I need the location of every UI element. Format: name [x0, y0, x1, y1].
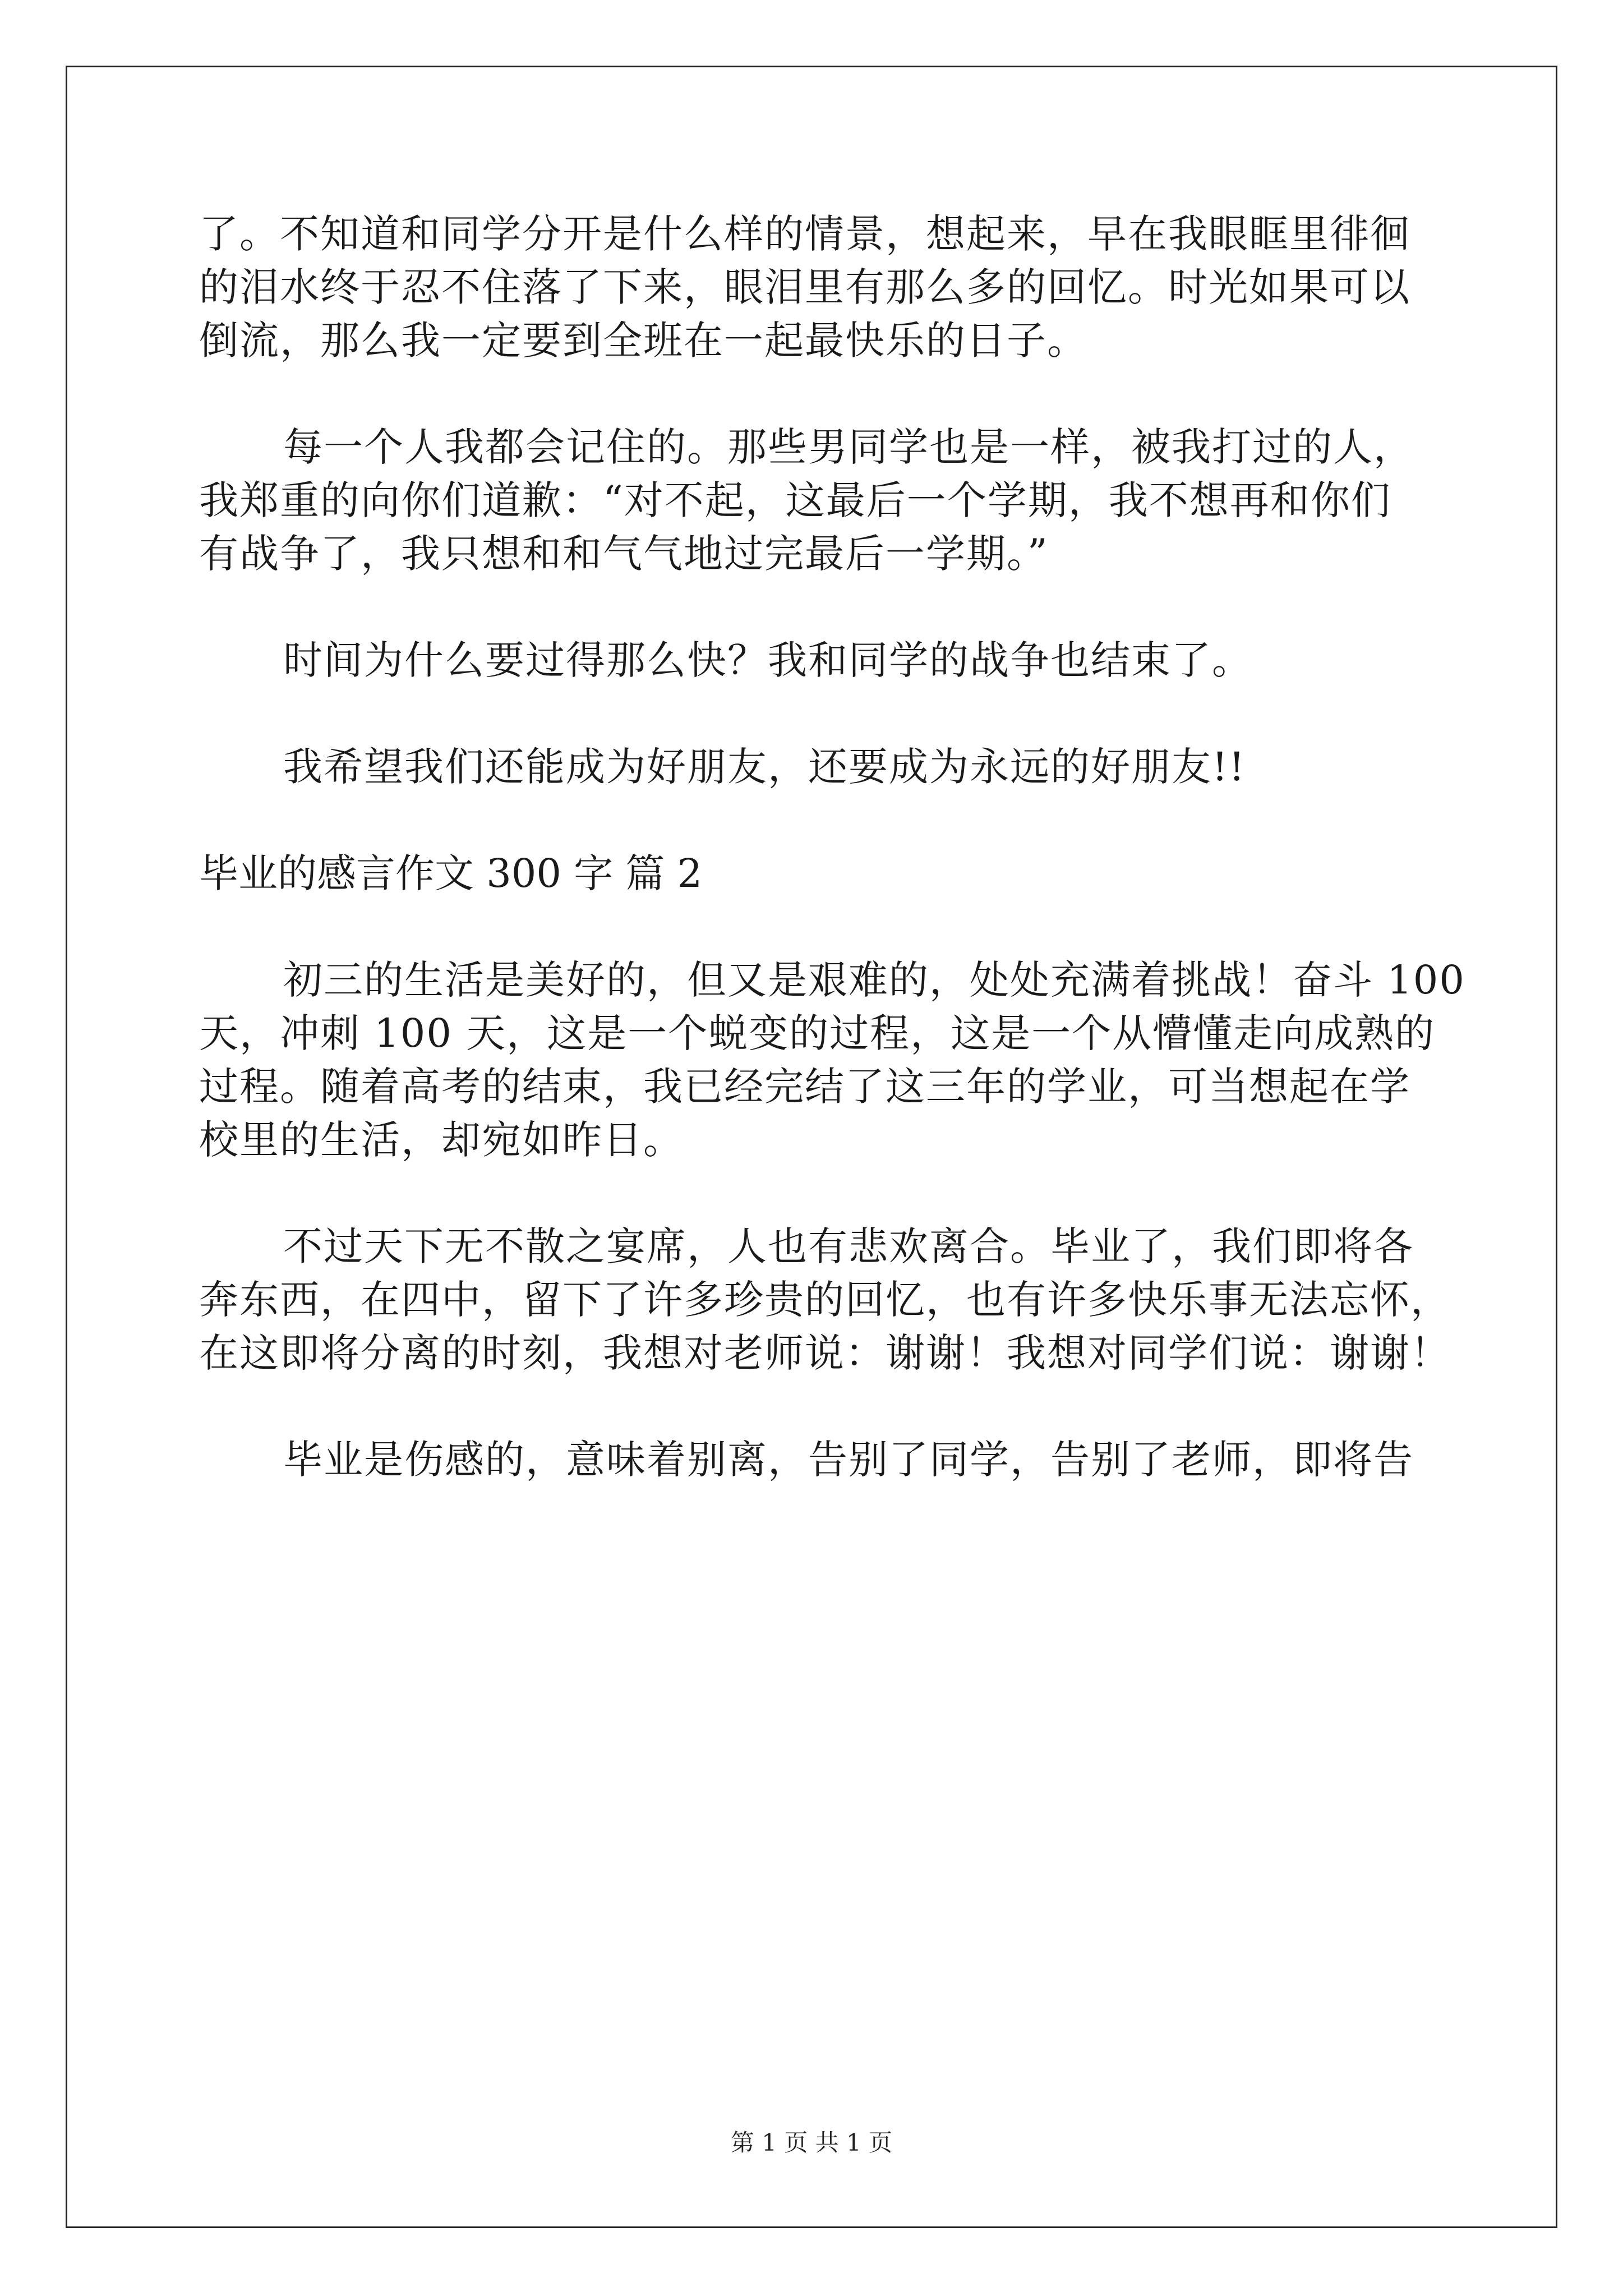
text-line: 的泪水终于忍不住落了下来，眼泪里有那么多的回忆。时光如果可以: [199, 264, 1410, 310]
text-line: 初三的生活是美好的，但又是艰难的，处处充满着挑战！奋斗 100: [283, 957, 1465, 1003]
document-body: [199, 208, 1465, 1487]
text-line: 校里的生活，却宛如昨日。: [199, 1117, 684, 1163]
text-line: 每一个人我都会记住的。那些男同学也是一样，被我打过的人，: [283, 424, 1414, 470]
text-line: 天，冲刺 100 天，这是一个蜕变的过程，这是一个从懵懂走向成熟的: [199, 1010, 1436, 1056]
page-footer: 第 1 页 共 1 页: [730, 2129, 893, 2156]
text-line: 了。不知道和同学分开是什么样的情景，想起来，早在我眼眶里徘徊: [199, 211, 1410, 257]
text-line: 不过天下无不散之宴席，人也有悲欢离合。毕业了，我们即将各: [283, 1223, 1414, 1269]
paragraph: [199, 208, 1455, 367]
text-line: 在这即将分离的时刻，我想对老师说：谢谢！我想对同学们说：谢谢！: [199, 1330, 1451, 1376]
text-line: 有战争了，我只想和和气气地过完最后一学期。”: [199, 531, 1049, 577]
paragraph: [199, 740, 1455, 794]
text-line: 奔东西，在四中，留下了许多珍贵的回忆，也有许多快乐事无法忘怀，: [199, 1277, 1451, 1323]
paragraph: [199, 1220, 1455, 1380]
text-line: 毕业是伤感的，意味着别离，告别了同学，告别了老师，即将告: [283, 1437, 1414, 1483]
section-heading: 毕业的感言作文 300 字 篇 2: [199, 850, 703, 896]
text-line: 我希望我们还能成为好朋友，还要成为永远的好朋友!!: [283, 744, 1246, 790]
paragraph: [199, 1433, 1455, 1487]
text-line: 我郑重的向你们道歉：“对不起，这最后一个学期，我不想再和你们: [199, 477, 1391, 523]
text-line: 时间为什么要过得那么快？我和同学的战争也结束了。: [283, 637, 1252, 683]
paragraph: [199, 954, 1465, 1167]
text-line: 过程。随着高考的结束，我已经完结了这三年的学业，可当想起在学: [199, 1064, 1410, 1110]
paragraph: [199, 421, 1455, 581]
text-line: 倒流，那么我一定要到全班在一起最快乐的日子。: [199, 318, 1087, 364]
paragraph: [199, 634, 1455, 687]
